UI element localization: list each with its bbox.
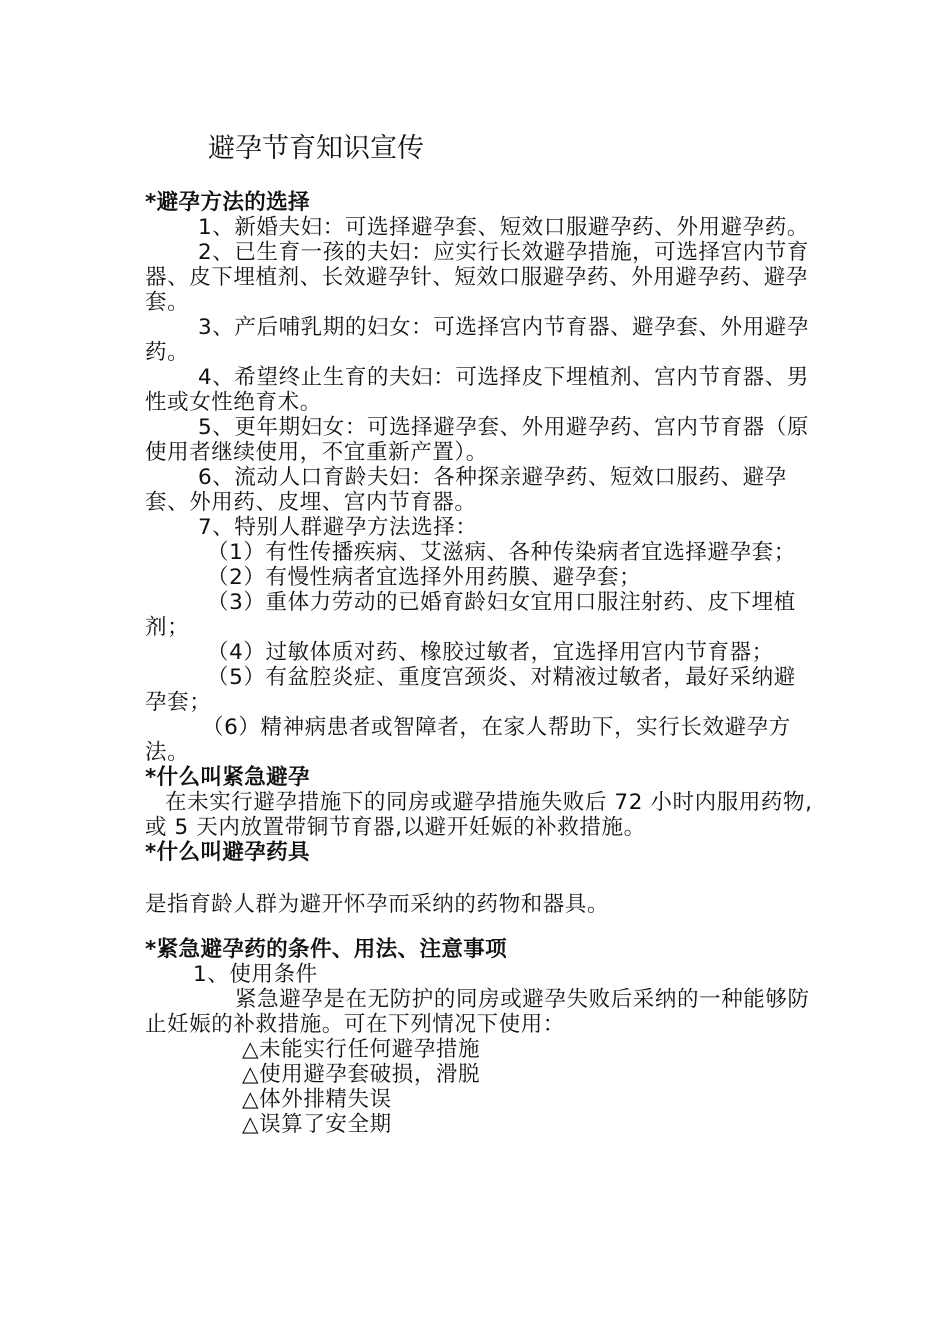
sub-list-item: （3）重体力劳动的已婚育龄妇女宜用口服注射药、皮下埋植剂； <box>145 590 796 640</box>
section-heading: *避孕方法的选择 <box>145 190 310 215</box>
section-heading: *什么叫避孕药具 <box>145 840 310 865</box>
list-item: 6、流动人口育龄夫妇：各种探亲避孕药、短效口服药、避孕套、外用药、皮埋、宫内节育器。 <box>145 465 787 515</box>
list-item: 1、新婚夫妇：可选择避孕套、短效口服避孕药、外用避孕药。 <box>198 215 809 240</box>
list-item: 4、希望终止生育的夫妇：可选择皮下埋植剂、宫内节育器、男性或女性绝育术。 <box>145 365 809 415</box>
list-item: 5、更年期妇女：可选择避孕套、外用避孕药、宫内节育器（原使用者继续使用，不宜重新产置）。 <box>145 415 809 465</box>
condition-item: △使用避孕套破损，滑脱 <box>242 1062 481 1087</box>
document-title: 避孕节育知识宣传 <box>208 133 424 164</box>
list-item: 3、产后哺乳期的妇女：可选择宫内节育器、避孕套、外用避孕药。 <box>145 315 809 365</box>
condition-item: △未能实行任何避孕措施 <box>242 1037 481 1062</box>
section-heading: *什么叫紧急避孕 <box>145 765 310 790</box>
condition-item: △体外排精失误 <box>242 1087 392 1112</box>
list-item: 2、已生育一孩的夫妇：应实行长效避孕措施，可选择宫内节育器、皮下埋植剂、长效避孕针、短效口服避孕药、外用避孕药、避孕套。 <box>145 240 809 315</box>
sub-list-item: （1）有性传播疾病、艾滋病、各种传染病者宜选择避孕套； <box>207 540 796 565</box>
sub-list-item: （2）有慢性病者宜选择外用药膜、避孕套； <box>207 565 642 590</box>
document-body <box>145 190 815 1137</box>
sub-heading: 1、使用条件 <box>193 962 318 987</box>
sub-list-item: （4）过敏体质对药、橡胶过敏者，宜选择用宫内节育器； <box>207 640 774 665</box>
section-heading: *紧急避孕药的条件、用法、注意事项 <box>145 937 508 962</box>
sub-list-item: （5）有盆腔炎症、重度宫颈炎、对精液过敏者，最好采纳避孕套； <box>145 665 796 715</box>
paragraph: 在未实行避孕措施下的同房或避孕措施失败后 72 小时内服用药物,或 5 天内放置带铜节育器,以避开妊娠的补救措施。 <box>145 790 813 840</box>
paragraph: 紧急避孕是在无防护的同房或避孕失败后采纳的一种能够防止妊娠的补救措施。可在下列情况下使用： <box>145 987 810 1037</box>
list-item: 7、特别人群避孕方法选择： <box>198 515 478 540</box>
paragraph: 是指育龄人群为避开怀孕而采纳的药物和器具。 <box>145 892 610 917</box>
condition-item: △误算了安全期 <box>242 1112 392 1137</box>
sub-list-item: （6）精神病患者或智障者，在家人帮助下，实行长效避孕方法。 <box>145 715 791 765</box>
